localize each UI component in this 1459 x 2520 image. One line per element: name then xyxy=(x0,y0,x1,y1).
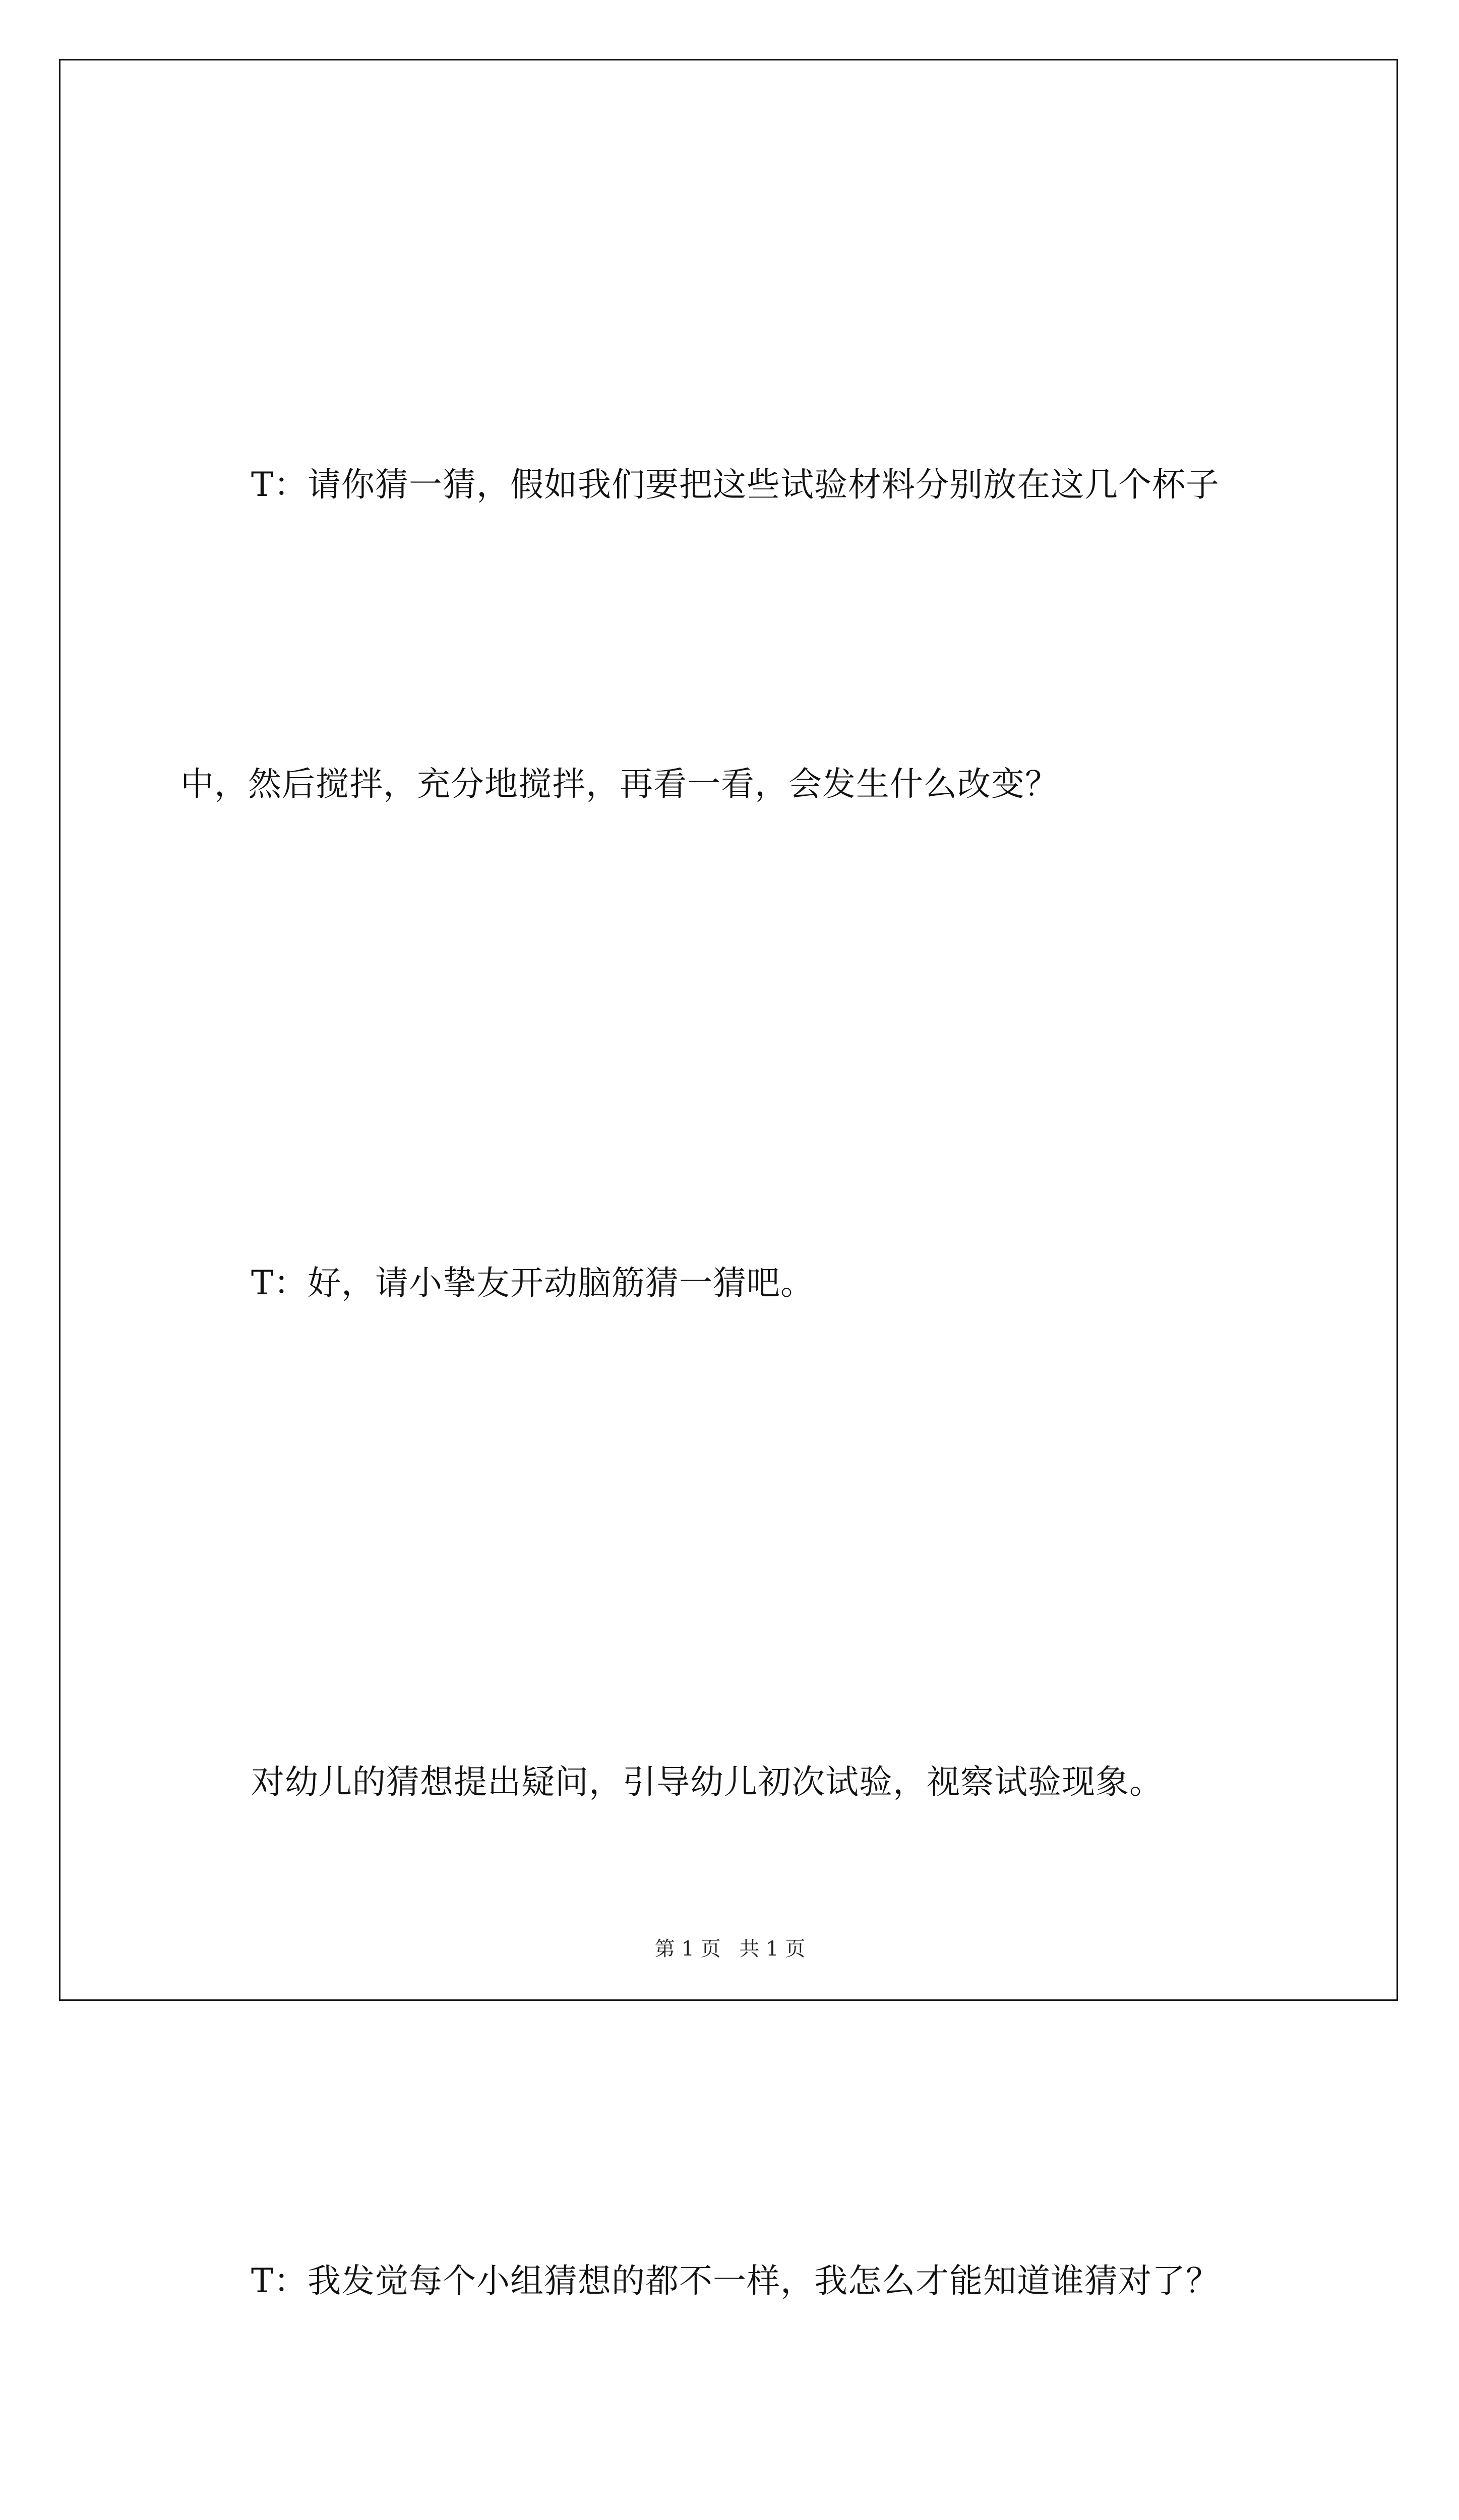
paragraph-line: T：请你猜一猜，假如我们要把这些试验材料分别放在这几个杯子 xyxy=(251,465,1220,504)
paragraph-4 xyxy=(180,2032,1400,2520)
text-column xyxy=(180,235,1400,2520)
paragraph-line: T：好，请小挚友开动脑筋猜一猜吧。 xyxy=(251,1264,815,1302)
page-number: 第 1 页 xyxy=(654,1937,721,1961)
page-frame xyxy=(59,59,1398,2300)
paragraph-line: 中，然后搅拌，充分地搅拌，再看一看，会发生什么改变？ xyxy=(180,765,1059,803)
paragraph-line: T：我发觉每个小组猜想的都不一样，我怎么才能知道谁猜对了？ xyxy=(251,2261,1220,2300)
page-footer xyxy=(60,1933,1400,1962)
paragraph-2 xyxy=(180,1034,1400,1533)
page-total: 共 1 页 xyxy=(739,1937,806,1961)
paragraph-line: 对幼儿的猜想提出疑问，引导幼儿初次试验，视察试验现象。 xyxy=(251,1762,1163,1801)
document-body xyxy=(180,60,1400,2300)
paragraph-1 xyxy=(180,235,1400,1034)
